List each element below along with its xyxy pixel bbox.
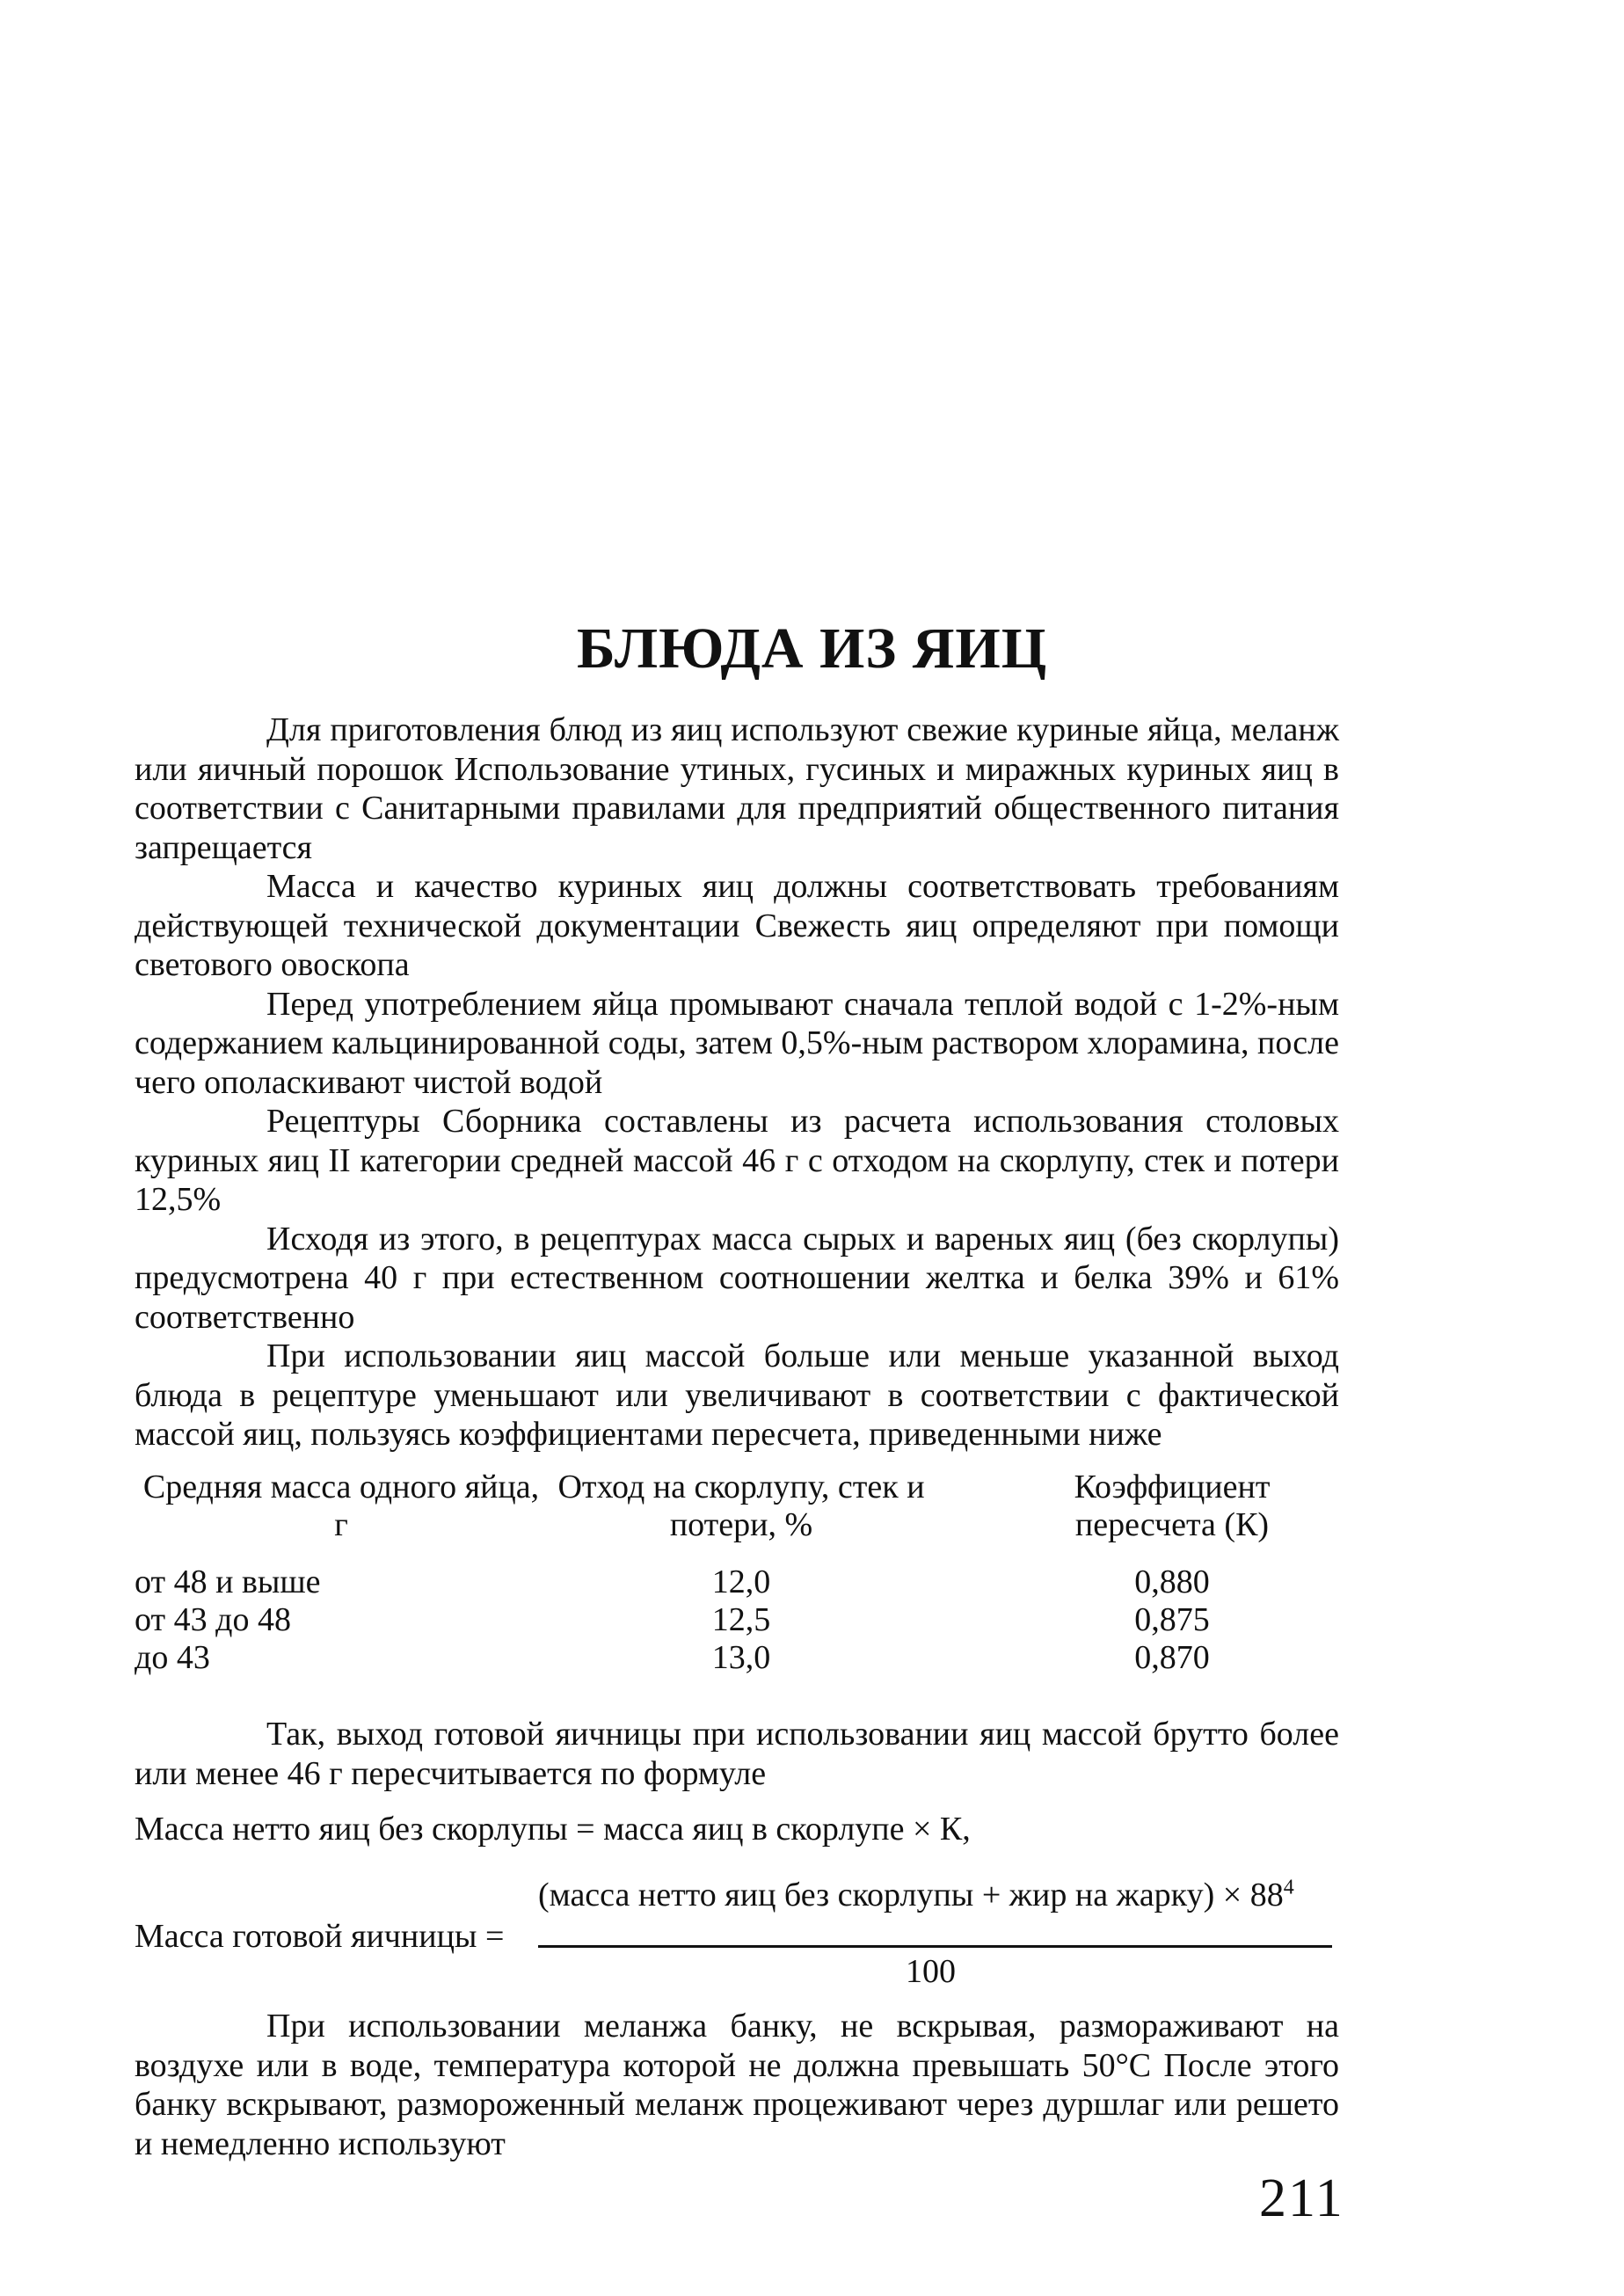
table-header-row bbox=[135, 1469, 1339, 1563]
column-header-waste: Отход на скорлупу, стек и потери, % bbox=[557, 1469, 925, 1543]
cell-mass: от 43 до 48 bbox=[135, 1601, 291, 1638]
paragraph: При использовании яиц массой больше или меньше указанной выход блюда в рецептуре уменьшают или увеличивают в соответствии с фактической массой яиц, пользуясь коэффициентами пересчета, приведенными ниже bbox=[135, 1338, 1339, 1453]
cell-coefficient: 0,880 bbox=[1134, 1563, 1210, 1600]
melange-text bbox=[135, 2007, 1339, 2163]
paragraph: Масса и качество куриных яиц должны соответствовать требованиям действующей технической документации Свежесть яиц определяют при помощи светового овоскопа bbox=[135, 868, 1339, 983]
formula-intro bbox=[135, 1715, 1339, 1793]
formula-label: Масса готовой яичницы = bbox=[135, 1918, 505, 1955]
cell-coefficient: 0,870 bbox=[1134, 1639, 1210, 1676]
cell-mass: до 43 bbox=[135, 1639, 210, 1676]
footnote-mark: 4 bbox=[1283, 1876, 1294, 1899]
table-row bbox=[135, 1563, 1339, 1601]
table-row bbox=[135, 1639, 1339, 1677]
paragraph: Так, выход готовой яичницы при использовании яиц массой брутто более или менее 46 г пересчитывается по формуле bbox=[135, 1716, 1339, 1792]
column-header-coefficient: Коэффициент пересчета (К) bbox=[1074, 1469, 1271, 1543]
formula-netto-mass: Масса нетто яиц без скорлупы = масса яиц в скорлупе × К, bbox=[135, 1811, 971, 1848]
intro-text bbox=[135, 711, 1339, 1454]
section-title: БЛЮДА ИЗ ЯИЦ bbox=[576, 616, 1048, 681]
numerator-text: (масса нетто яиц без скорлупы + жир на жарку) × 88 bbox=[538, 1877, 1284, 1913]
formula-denominator: 100 bbox=[906, 1953, 956, 1990]
paragraph: При использовании меланжа банку, не вскрывая, размораживают на воздухе или в воде, температура которой не должна превышать 50°С После этого банку вскрывают, размороженный меланж процеживают через дуршлаг или решето и немедленно используют bbox=[135, 2008, 1339, 2162]
formula-numerator bbox=[538, 1876, 1294, 1914]
fraction-line bbox=[538, 1945, 1332, 1948]
cell-mass: от 48 и выше bbox=[135, 1563, 321, 1600]
paragraph: Перед употреблением яйца промывают сначала теплой водой с 1-2%-ным содержанием кальцинированной соды, затем 0,5%-ным раствором хлорамина, после чего ополаскивают чистой водой bbox=[135, 985, 1339, 1101]
column-header-mass: Средняя масса одного яйца, г bbox=[142, 1469, 540, 1543]
coefficient-table bbox=[135, 1469, 1339, 1677]
paragraph: Рецептуры Сборника составлены из расчета использования столовых куриных яиц II категории средней массой 46 г с отходом на скорлупу, стек и потери 12,5% bbox=[135, 1103, 1339, 1218]
cell-waste: 13,0 bbox=[711, 1639, 771, 1676]
paragraph: Исходя из этого, в рецептурах масса сырых и вареных яиц (без скорлупы) предусмотрена 40 г при естественном соотношении желтка и белка 39% и 61% соответственно bbox=[135, 1220, 1339, 1336]
cell-waste: 12,5 bbox=[711, 1601, 771, 1638]
cell-coefficient: 0,875 bbox=[1134, 1601, 1210, 1638]
paragraph: Для приготовления блюд из яиц используют свежие куриные яйца, меланж или яичный порошок Использование утиных, гусиных и миражных куриных яиц в соответствии с Санитарными правилами для предприятий общественного питания запрещается bbox=[135, 711, 1339, 866]
table-row bbox=[135, 1601, 1339, 1639]
cell-waste: 12,0 bbox=[711, 1563, 771, 1600]
page-number: 211 bbox=[1259, 2168, 1344, 2228]
